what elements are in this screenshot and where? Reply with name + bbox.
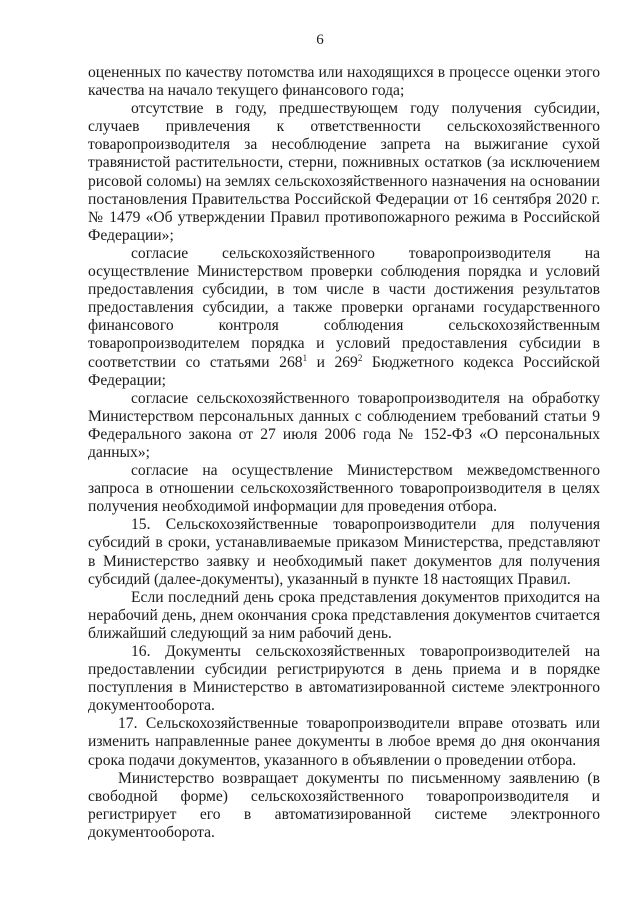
consent-inspection-text-a: согласие сельскохозяйственного товаропроизводителя на осуществление Министерством проверки соблюдения порядка и условий предоставления субсидии, в том числе в части достижения результатов предоставления субсидии, а также проверки органами государственного финансового контроля соблюдения сельскохозяйственным товаропроизводителем порядка и условий предоставления субсидии в соответствии со статьями 268 — [88, 244, 600, 371]
document-body — [88, 64, 600, 842]
paragraph-item-15: 15. Сельскохозяйственные товаропроизводители для получения субсидий в сроки, устанавливаемые приказом Министерства, представляют в Министерство заявку и необходимый пакет документов для получения субсидий (далее-документы), указанный в пункте 18 настоящих Правил. — [88, 516, 600, 588]
paragraph-consent-interagency-request: согласие на осуществление Министерством межведомственного запроса в отношении сельскохозяйственного товаропроизводителя в целях получения необходимой информации для проведения отбора. — [88, 462, 600, 516]
paragraph-no-burning-violations: отсутствие в году, предшествующем году получения субсидии, случаев привлечения к ответственности сельскохозяйственного товаропроизводителя за несоблюдение запрета на выжигание сухой травянистой растительности, стерни, пожнивных остатков (за исключением рисовой соломы) на землях сельскохозяйственного назначения на основании постановления Правительства Российской Федерации от 16 сентября 2020 г. № 1479 «Об утверждении Правил противопожарного режима в Российской Федерации»; — [88, 100, 600, 244]
paragraph-deadline-non-working-day: Если последний день срока представления документов приходится на нерабочий день, днем окончания срока представления документов считается ближайший следующий за ним рабочий день. — [88, 588, 600, 642]
paragraph-return-of-documents: Министерство возвращает документы по письменному заявлению (в свободной форме) сельскохозяйственного товаропроизводителя и регистрирует его в автоматизированной системе электронного документооборота. — [88, 769, 600, 841]
footnote-superscript-1: 1 — [302, 352, 308, 363]
paragraph-item-17: 17. Сельскохозяйственные товаропроизводители вправе отозвать или изменить направленные ранее документы в любое время до дня окончания срока подачи документов, указанного в объявлении о проведении отбора. — [88, 715, 600, 769]
consent-inspection-text-b: и 269 — [307, 353, 358, 371]
paragraph-quality-assessment: оцененных по качеству потомства или находящихся в процессе оценки этого качества на начало текущего финансового года; — [88, 64, 600, 100]
paragraph-item-16: 16. Документы сельскохозяйственных товаропроизводителей на предоставлении субсидии регистрируются в день приема и в порядке поступления в Министерство в автоматизированной системе электронного документооборота. — [88, 643, 600, 715]
page-number: 6 — [316, 32, 324, 48]
footnote-superscript-2: 2 — [357, 352, 363, 363]
paragraph-consent-personal-data: согласие сельскохозяйственного товаропроизводителя на обработку Министерством персональных данных с соблюдением требований статьи 9 Федерального закона от 27 июля 2006 года № 152-ФЗ «О персональных данных»; — [88, 389, 600, 461]
paragraph-consent-to-inspection — [88, 245, 600, 390]
consent-inspection-text-c: Бюджетного кодекса Российской Федерации; — [88, 353, 600, 389]
